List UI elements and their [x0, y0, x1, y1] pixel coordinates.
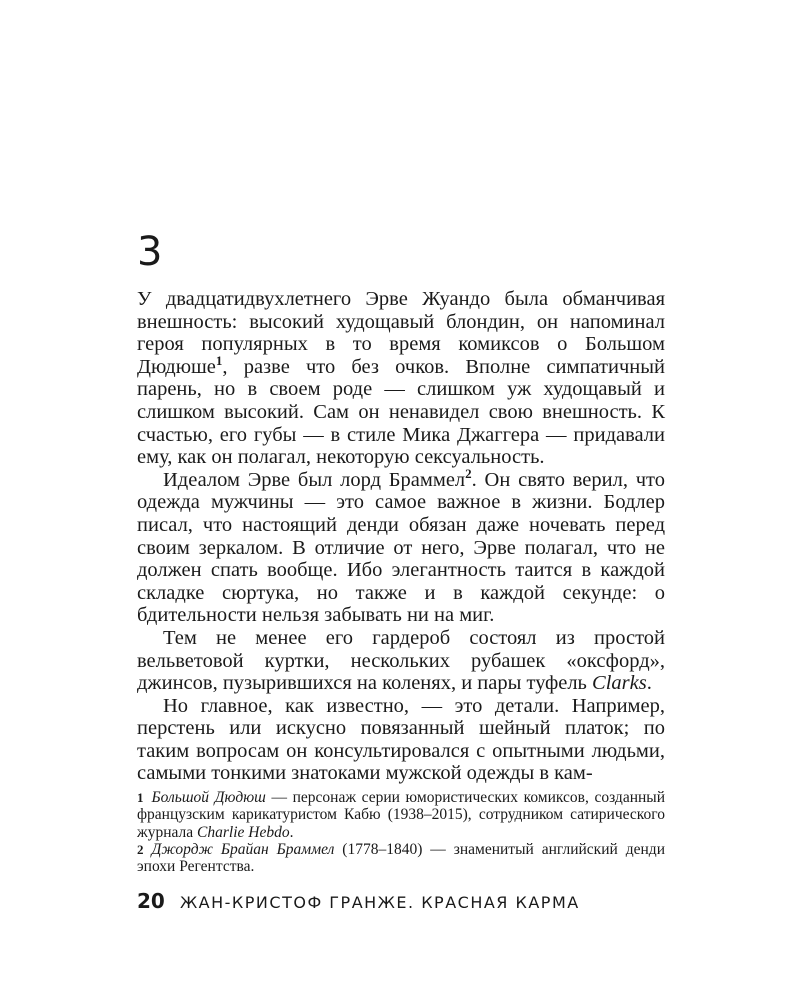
text-run: , разве что без очков. Вполне симпатичный парень, но в своем роде — слишком уж худощавый и слишком высокий. Сам он ненавидел свою внешность. К счастью, его губы — в стиле Мика Джаггера — придавали ему, как он полагал, некоторую сексуальность.	[137, 355, 665, 469]
page-number: 20	[137, 889, 165, 913]
footnotes	[137, 789, 665, 875]
paragraph	[137, 695, 665, 785]
running-header: ЖАН-КРИСТОФ ГРАНЖЕ. КРАСНАЯ КАРМА	[179, 893, 580, 912]
text-run: (1778–1840) — знаменитый английский денди эпохи Регентства.	[137, 840, 665, 876]
italic-text: Clarks	[592, 672, 647, 695]
text-run: — персонаж серии юмористических комиксов, созданный французским карикатуристом Кабю (1938–2015), сотрудником сатирического журнала	[137, 789, 665, 841]
body-text	[137, 288, 665, 785]
footnote-marker: 1	[137, 790, 144, 805]
text-run: Но главное, как известно, — это детали. Например, перстень или искусно повязанный шейный платок; по таким вопросам он консультировался с опытными людьми, самыми тонкими знатоками мужской одежды в кам-	[137, 694, 665, 785]
footnote-reference: 1	[215, 352, 223, 368]
paragraph	[137, 627, 665, 695]
text-run: У двадцатидвухлетнего Эрве Жуандо была обманчивая внешность: высокий худощавый блондин, он напоминал героя популярных в то время комиксов о Большом Дюдюше	[137, 288, 665, 378]
text-run: .	[646, 672, 652, 695]
text-run: . Он свято верил, что одежда мужчины — это самое важное в жизни. Бодлер писал, что настоящий денди обязан даже ночевать перед своим зеркалом. В отличие от него, Эрве полагал, что не должен спать вообще. Ибо элегантность таится в каждой складке сюртука, но также и в каждой секунде: о бдительности нельзя забывать ни на миг.	[137, 468, 665, 627]
italic-text: Джордж Брайан Браммел	[151, 840, 335, 858]
footnote-reference: 2	[465, 465, 472, 481]
page-footer	[137, 889, 665, 913]
paragraph	[137, 465, 665, 627]
italic-text: Charlie Hebdo	[197, 823, 290, 841]
footnote-marker: 2	[137, 841, 144, 857]
footnote	[137, 841, 665, 876]
text-run: Идеалом Эрве был лорд Браммел	[163, 468, 466, 491]
footnote	[137, 789, 665, 841]
paragraph	[137, 288, 665, 469]
chapter-number: 3	[137, 229, 163, 275]
italic-text: Большой Дюдюш	[151, 789, 266, 806]
text-run: Тем не менее его гардероб состоял из простой вельветовой куртки, нескольких рубашек «оксфорд», джинсов, пузырившихся на коленях, и пары туфель	[137, 626, 665, 695]
text-run: .	[289, 823, 294, 841]
